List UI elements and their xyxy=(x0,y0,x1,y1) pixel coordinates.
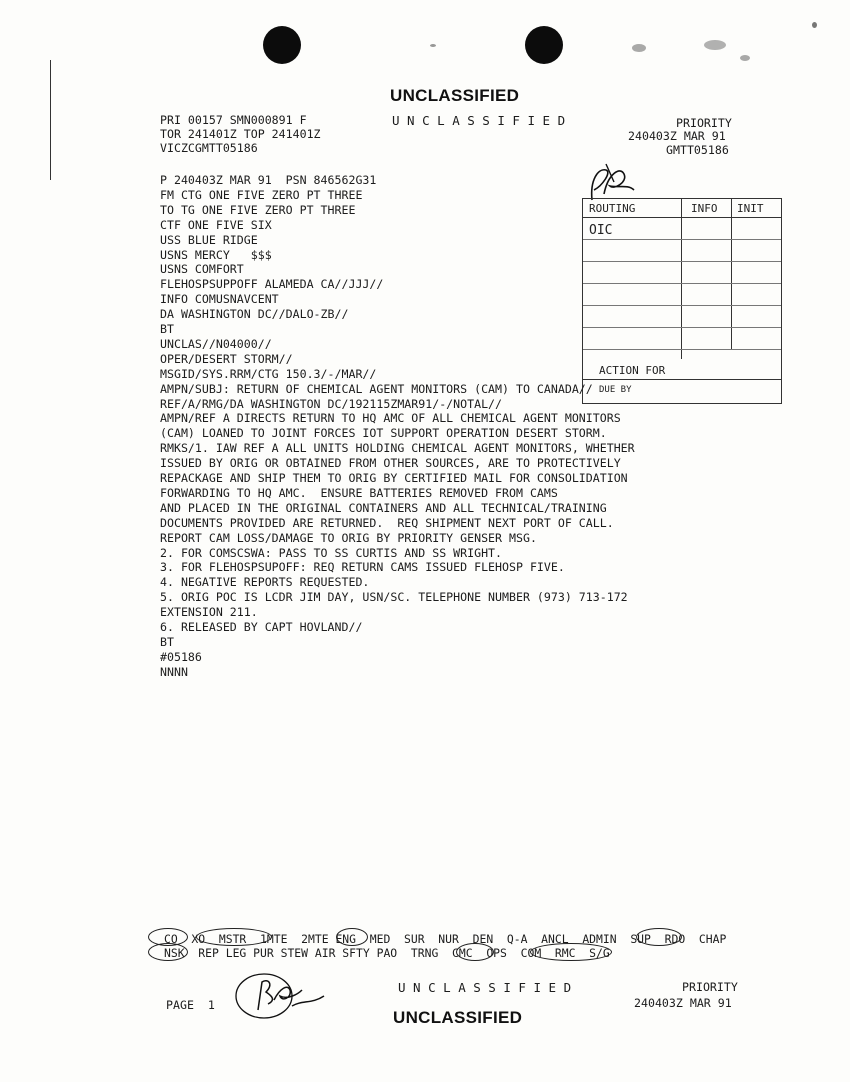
distribution-line-2: NSK REP LEG PUR STEW AIR SFTY PAO TRNG CMC OPS COM RMC S/G xyxy=(164,946,610,960)
footer-priority: PRIORITY xyxy=(682,980,738,994)
handwritten-signature xyxy=(232,970,332,1022)
message-line: AND PLACED IN THE ORIGINAL CONTAINERS AND ALL TECHNICAL/TRAINING xyxy=(160,500,607,515)
message-line: CTF ONE FIVE SIX xyxy=(160,217,272,232)
message-line: REF/A/RMG/DA WASHINGTON DC/192115ZMAR91/-/NOTAL// xyxy=(160,396,503,411)
footer-classification: U N C L A S S I F I E D xyxy=(398,980,572,995)
scan-speck xyxy=(632,44,646,52)
message-line: 4. NEGATIVE REPORTS REQUESTED. xyxy=(160,575,370,590)
classification-banner-top: UNCLASSIFIED xyxy=(390,86,520,105)
scan-margin-line xyxy=(50,60,51,180)
scan-speck xyxy=(812,22,817,28)
message-line: UNCLAS//N04000// xyxy=(160,336,272,351)
message-line: 2. FOR COMSCSWA: PASS TO SS CURTIS AND SS WRIGHT. xyxy=(160,545,503,560)
header-classification: U N C L A S S I F I E D xyxy=(392,113,566,128)
routing-label: ROUTING xyxy=(589,202,636,215)
message-line: RMKS/1. IAW REF A ALL UNITS HOLDING CHEMICAL AGENT MONITORS, WHETHER xyxy=(160,441,635,456)
message-line: BT xyxy=(160,634,174,649)
page-number: PAGE 1 xyxy=(166,998,215,1012)
message-line: DOCUMENTS PROVIDED ARE RETURNED. REQ SHIPMENT NEXT PORT OF CALL. xyxy=(160,515,614,530)
message-line: DA WASHINGTON DC//DALO-ZB// xyxy=(160,307,349,322)
message-line: #05186 xyxy=(160,649,202,664)
message-line: ISSUED BY ORIG OR OBTAINED FROM OTHER SOURCES, ARE TO PROTECTIVELY xyxy=(160,456,621,471)
message-line: REPACKAGE AND SHIP THEM TO ORIG BY CERTIFIED MAIL FOR CONSOLIDATION xyxy=(160,471,628,485)
message-line: P 240403Z MAR 91 PSN 846562G31 xyxy=(160,173,377,187)
message-line: FORWARDING TO HQ AMC. ENSURE BATTERIES REMOVED FROM CAMS xyxy=(160,485,558,500)
info-label: INFO xyxy=(691,202,718,215)
punch-hole-right xyxy=(525,26,563,64)
message-line: 3. FOR FLEHOSPSUPOFF: REQ RETURN CAMS ISSUED FLEHOSP FIVE. xyxy=(160,560,565,575)
message-line: AMPN/SUBJ: RETURN OF CHEMICAL AGENT MONITORS (CAM) TO CANADA// xyxy=(160,381,593,396)
message-line: OPER/DESERT STORM// xyxy=(160,351,293,366)
distribution-circle-trng xyxy=(456,943,494,961)
distribution-circle-med xyxy=(336,928,368,946)
routing-box xyxy=(582,198,782,404)
message-line: NNNN xyxy=(160,664,188,679)
scan-speck xyxy=(430,44,436,47)
action-for-label: ACTION FOR xyxy=(599,364,666,377)
message-line: EXTENSION 211. xyxy=(160,605,258,620)
distribution-circle-rdo xyxy=(636,928,682,946)
message-line: AMPN/REF A DIRECTS RETURN TO HQ AMC OF ALL CHEMICAL AGENT MONITORS xyxy=(160,411,621,426)
header-priority: PRIORITY xyxy=(676,116,732,130)
scan-speck xyxy=(740,55,750,61)
scan-speck xyxy=(704,40,726,50)
init-label: INIT xyxy=(737,202,764,215)
message-line: MSGID/SYS.RRM/CTG 150.3/-/MAR// xyxy=(160,366,377,381)
distribution-circle-mstr xyxy=(196,928,272,946)
header-line2-left: TOR 241401Z TOP 241401Z xyxy=(160,127,321,141)
message-line: USS BLUE RIDGE xyxy=(160,232,258,247)
message-line: USNS COMFORT xyxy=(160,262,244,277)
message-line: 6. RELEASED BY CAPT HOVLAND// xyxy=(160,620,363,634)
header-line3-left: VICZCGMTT05186 xyxy=(160,141,258,155)
message-line: BT xyxy=(160,322,174,336)
message-line: REPORT CAM LOSS/DAMAGE TO ORIG BY PRIORITY GENSER MSG. xyxy=(160,530,537,545)
distribution-circle-ops xyxy=(530,943,612,961)
classification-banner-bottom: UNCLASSIFIED xyxy=(393,1008,523,1027)
message-line: FLEHOSPSUPPOFF ALAMEDA CA//JJJ// xyxy=(160,277,384,292)
distribution-circle-nsk xyxy=(148,943,188,961)
punch-hole-left xyxy=(263,26,301,64)
due-by-label: DUE BY xyxy=(599,385,632,395)
message-line: TO TG ONE FIVE ZERO PT THREE xyxy=(160,202,356,217)
header-dtg: 240403Z MAR 91 xyxy=(628,129,726,143)
message-line: (CAM) LOANED TO JOINT FORCES IOT SUPPORT OPERATION DESERT STORM. xyxy=(160,426,607,441)
message-line: USNS MERCY $$$ xyxy=(160,247,272,262)
header-line1-left: PRI 00157 SMN000891 F xyxy=(160,113,307,127)
oic-label: OIC xyxy=(589,223,613,238)
message-line: 5. ORIG POC IS LCDR JIM DAY, USN/SC. TELEPHONE NUMBER (973) 713-172 xyxy=(160,590,628,605)
distribution-line-1: CO XO MSTR 1MTE 2MTE ENG MED SUR NUR DEN Q-A ANCL ADMIN SUP RDO CHAP xyxy=(164,932,727,946)
header-msg-id: GMTT05186 xyxy=(666,143,729,157)
message-line: FM CTG ONE FIVE ZERO PT THREE xyxy=(160,187,363,202)
footer-dtg: 240403Z MAR 91 xyxy=(634,996,732,1010)
message-line: INFO COMUSNAVCENT xyxy=(160,292,279,307)
